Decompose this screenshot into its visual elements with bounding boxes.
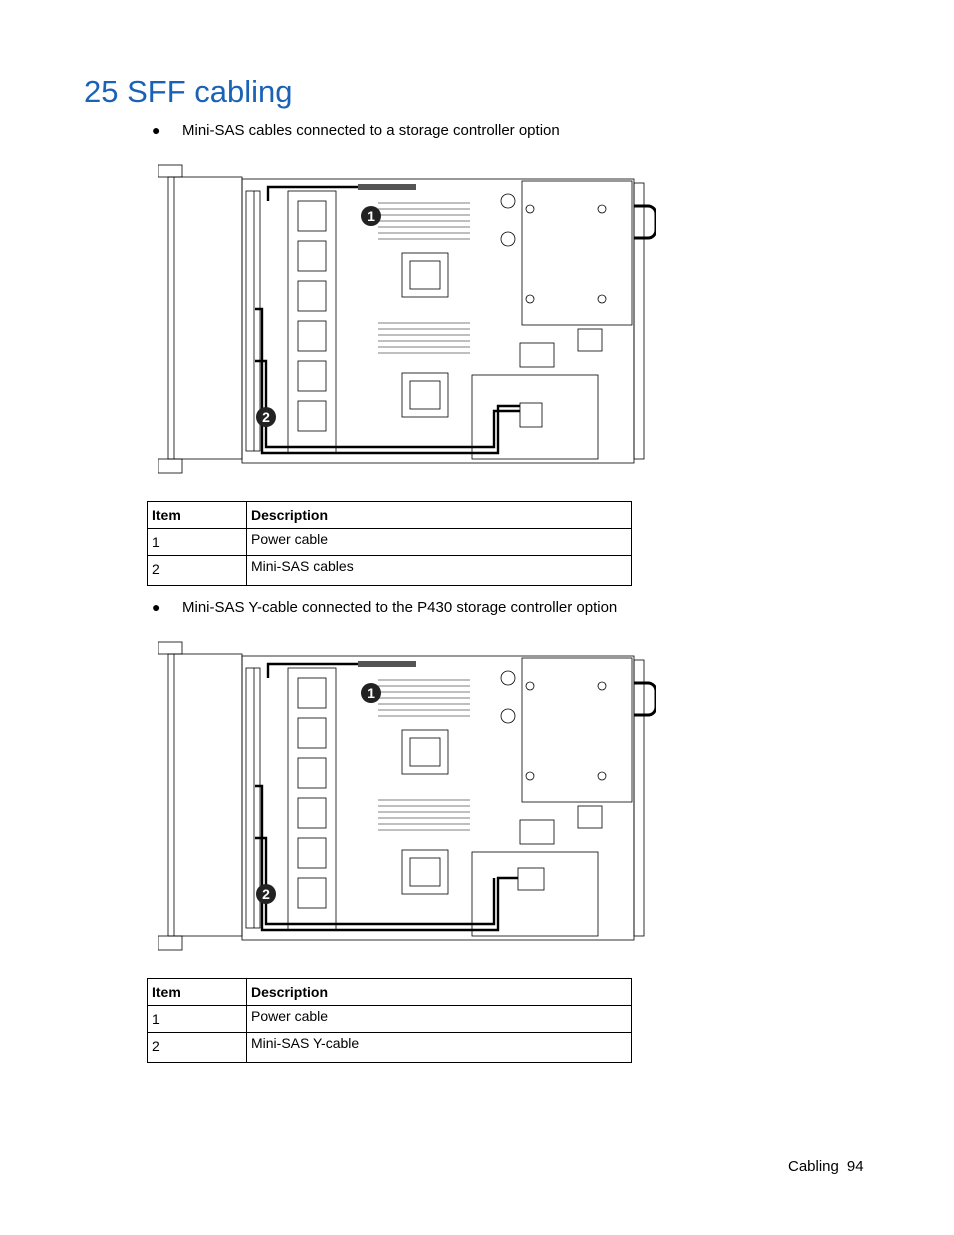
item-table <box>147 501 632 586</box>
fan-row <box>288 668 336 930</box>
callout-2: 2 <box>262 409 270 425</box>
bullet-dot-icon: ● <box>152 599 161 615</box>
row-description: Power cable <box>247 1006 632 1033</box>
table-header-row <box>148 979 632 1006</box>
callout-1: 1 <box>367 685 375 701</box>
page-title: 25 SFF cabling <box>84 74 293 109</box>
callout-2: 2 <box>262 886 270 902</box>
table-row <box>148 1006 632 1033</box>
page-footer <box>788 1158 864 1175</box>
bullet-dot-icon: ● <box>152 122 161 138</box>
header-item: Item <box>148 979 247 1006</box>
header-item: Item <box>148 502 247 529</box>
server-cabling-diagram <box>158 638 656 958</box>
header-description: Description <box>247 502 632 529</box>
bullet-item <box>152 599 617 616</box>
footer-page-number: 94 <box>846 1158 864 1175</box>
row-description: Power cable <box>247 529 632 556</box>
bullet-text: Mini-SAS Y-cable connected to the P430 storage controller option <box>182 599 618 616</box>
row-item: 1 <box>148 1006 247 1033</box>
fan-row <box>288 191 336 453</box>
row-description: Mini-SAS Y-cable <box>247 1033 632 1063</box>
table-row <box>148 556 632 586</box>
callout-1: 1 <box>367 208 375 224</box>
bullet-text: Mini-SAS cables connected to a storage controller option <box>182 122 560 139</box>
table-row <box>148 1033 632 1063</box>
server-cabling-diagram <box>158 161 656 481</box>
table-row <box>148 529 632 556</box>
footer-section: Cabling <box>788 1158 839 1175</box>
row-description: Mini-SAS cables <box>247 556 632 586</box>
row-item: 2 <box>148 1033 247 1063</box>
row-item: 2 <box>148 556 247 586</box>
header-description: Description <box>247 979 632 1006</box>
row-item: 1 <box>148 529 247 556</box>
item-table <box>147 978 632 1063</box>
table-header-row <box>148 502 632 529</box>
bullet-item <box>152 122 560 139</box>
